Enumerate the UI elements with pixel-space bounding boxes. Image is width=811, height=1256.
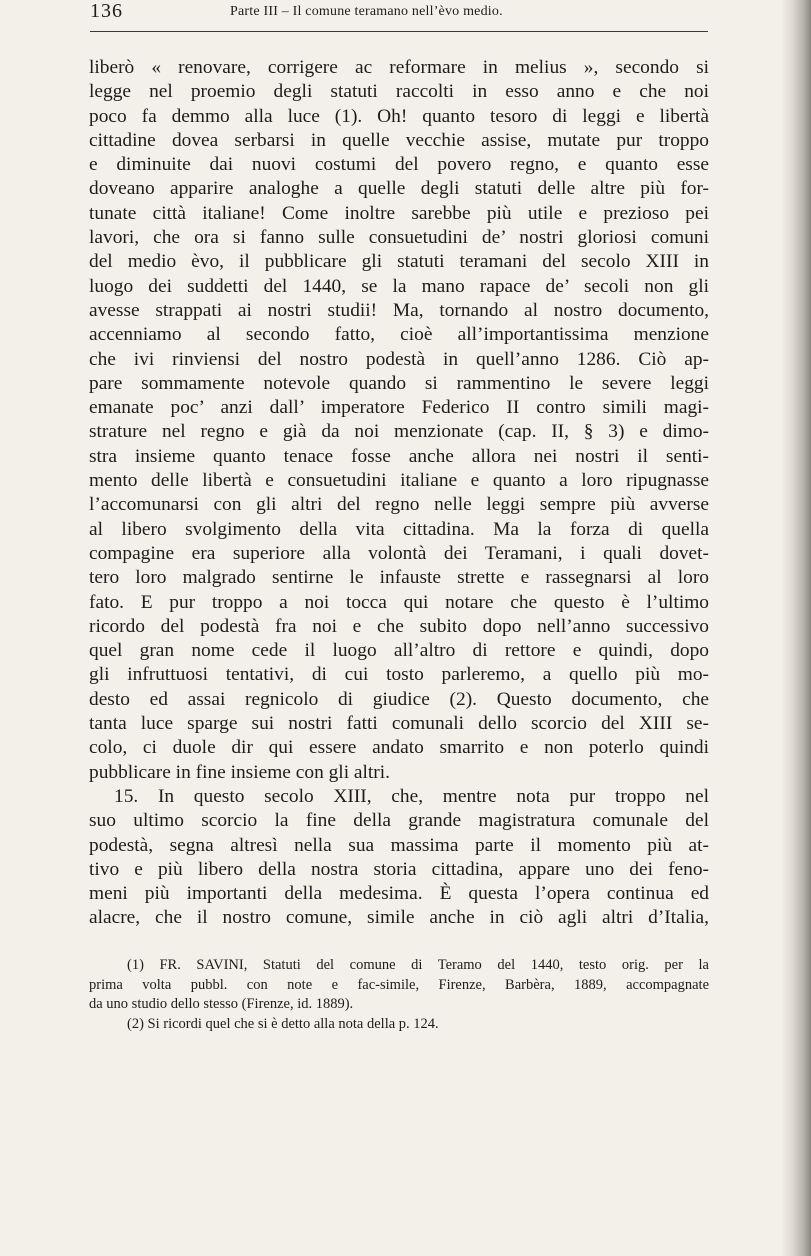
- header-rule: [90, 31, 708, 32]
- text-line: meni più importanti della medesima. È questa l’opera continua ed: [89, 883, 709, 905]
- text-line: cittadine dovea serbarsi in quelle vecchie assise, mutate pur troppo: [89, 129, 709, 151]
- page-edge-shadow: [781, 0, 811, 1256]
- text-line: compagine era superiore alla volontà dei Teramani, i quali dovet-: [89, 542, 709, 564]
- text-line: legge nel proemio degli statuti raccolti in esso anno e che noi: [89, 81, 709, 103]
- text-line: emanate poc’ anzi dall’ imperatore Federico II contro simili magi-: [89, 397, 709, 419]
- text-line: che ivi rinviensi del nostro podestà in quell’anno 1286. Ciò ap-: [89, 348, 709, 370]
- text-line: avesse strappati ai nostri studii! Ma, tornando al nostro documento,: [89, 299, 709, 321]
- text-line: gli infruttuosi tentativi, di cui tosto parleremo, a quello più mo-: [89, 664, 709, 686]
- text-line: e diminuite dai nuovi costumi del povero regno, e quanto esse: [89, 154, 709, 176]
- paragraph-start-line: 15. In questo secolo XIII, che, mentre nota pur troppo nel: [114, 785, 709, 807]
- text-line: quel gran nome cede il luogo all’altro di rettore e quindi, dopo: [89, 640, 709, 662]
- text-line: stra insieme quanto tenace fosse anche allora nei nostri il senti-: [89, 445, 709, 467]
- text-line: pare sommamente notevole quando si rammentino le severe leggi: [89, 372, 709, 394]
- text-line: tunate città italiane! Come inoltre sarebbe più utile e prezioso pei: [89, 202, 709, 224]
- text-line: l’accomunarsi con gli altri del regno nelle leggi sempre più avverse: [89, 494, 709, 516]
- text-line: suo ultimo scorcio la fine della grande magistratura comunale del: [89, 810, 709, 832]
- text-line: lavori, che ora si fanno sulle consuetudini de’ nostri gloriosi comuni: [89, 227, 709, 249]
- footnotes: [89, 956, 709, 1034]
- text-line: tero loro malgrado sentirne le infauste strette e rassegnarsi al loro: [89, 567, 709, 589]
- text-line: fato. E pur troppo a noi tocca qui notare che questo è l’ultimo: [89, 591, 709, 613]
- text-line: liberò « renovare, corrigere ac reformare in melius », secondo si: [89, 57, 709, 78]
- text-line: luogo dei suddetti del 1440, se la mano rapace de’ secoli non gli: [89, 275, 709, 297]
- text-line: mento delle libertà e consuetudini italiane e quanto a loro ripugnasse: [89, 470, 709, 492]
- text-line: colo, ci duole dir qui essere andato smarrito e non poterlo quindi: [89, 737, 709, 759]
- text-line: doveano apparire analoghe a quelle degli statuti delle altre più for-: [89, 178, 709, 200]
- footnote-line: prima volta pubbl. con note e fac-simile, Firenze, Barbèra, 1889, accompagnate: [89, 976, 709, 993]
- text-line: tanta luce sparge sui nostri fatti comunali dello scorcio del XIII se-: [89, 713, 709, 735]
- text-line: desto ed assai regnicolo di giudice (2). Questo documento, che: [89, 688, 709, 710]
- page-header: [90, 0, 710, 30]
- footnote-line: da uno studio dello stesso (Firenze, id. 1889).: [89, 996, 354, 1012]
- text-line: poco fa demmo alla luce (1). Oh! quanto tesoro di leggi e libertà: [89, 105, 709, 127]
- text-line: tivo e più libero della nostra storia cittadina, appare uno dei feno-: [89, 858, 709, 880]
- footnote-line: (1) FR. SAVINI, Statuti del comune di Teramo del 1440, testo orig. per la: [127, 957, 709, 973]
- body-text: [89, 56, 709, 931]
- text-line: al libero svolgimento della vita cittadina. Ma la forza di quella: [89, 518, 709, 540]
- text-line: alacre, che il nostro comune, simile anche in ciò agli altri d’Italia,: [89, 907, 709, 929]
- text-line: accenniamo al secondo fatto, cioè all’importantissima menzione: [89, 324, 709, 346]
- running-head: Parte III – Il comune teramano nell’èvo medio.: [230, 4, 503, 19]
- text-line: pubblicare in fine insieme con gli altri.: [89, 761, 390, 783]
- text-line: ricordo del podestà fra noi e che subito dopo nell’anno successivo: [89, 615, 709, 637]
- text-line: strature nel regno e già da noi menzionate (cap. II, § 3) e dimo-: [89, 421, 709, 443]
- text-line: podestà, segna altresì nella sua massima parte il momento più at-: [89, 834, 709, 856]
- page-number: 136: [90, 0, 123, 22]
- footnote-line: (2) Si ricordi quel che si è detto alla nota della p. 124.: [127, 1015, 439, 1032]
- text-line: del medio èvo, il pubblicare gli statuti teramani del secolo XIII in: [89, 251, 709, 273]
